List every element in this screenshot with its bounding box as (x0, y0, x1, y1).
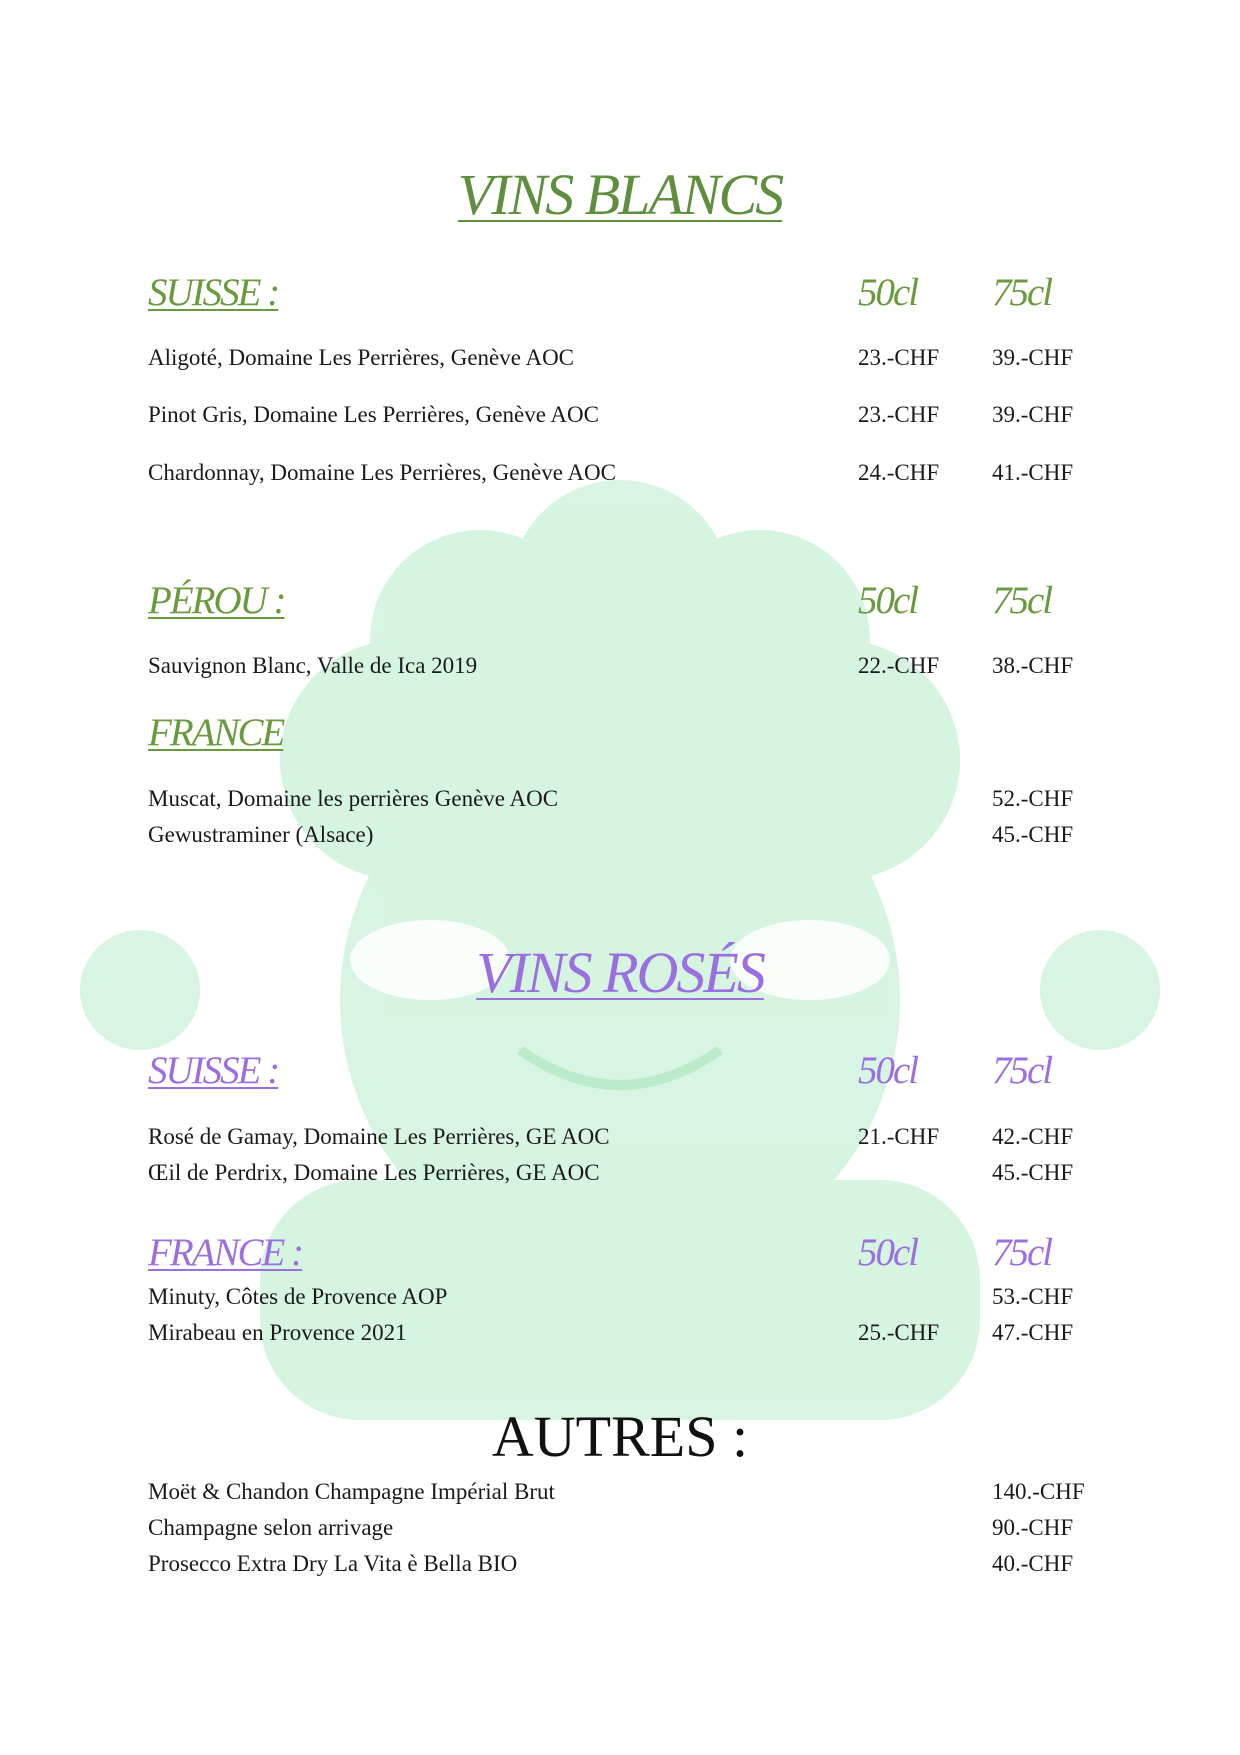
col-75cl-header: 75cl (992, 579, 1052, 622)
autres-title: AUTRES : (491, 1404, 749, 1469)
wine-row (148, 400, 1128, 430)
col-75cl-header: 75cl (992, 1231, 1052, 1274)
section-label: SUISSE : (148, 271, 279, 314)
section-label: FRANCE : (148, 1231, 303, 1274)
wine-row (148, 784, 1128, 814)
price-75cl: 47.-CHF (992, 1320, 1074, 1345)
wine-name: Minuty, Côtes de Provence AOP (148, 1284, 448, 1309)
price-50cl: 22.-CHF (858, 653, 940, 678)
wine-name: Aligoté, Domaine Les Perrières, Genève AOC (148, 345, 575, 370)
section-header-perou (148, 578, 1128, 624)
price: 90.-CHF (992, 1515, 1074, 1540)
section-header-france-roses (148, 1230, 1128, 1276)
wine-name: Pinot Gris, Domaine Les Perrières, Genève AOC (148, 402, 599, 427)
wine-row (148, 1549, 1128, 1579)
wine-name: Mirabeau en Provence 2021 (148, 1320, 407, 1345)
col-75cl-header: 75cl (992, 271, 1052, 314)
section-label: FRANCE (148, 711, 284, 754)
wine-name: Prosecco Extra Dry La Vita è Bella BIO (148, 1551, 518, 1576)
wine-name: Moët & Chandon Champagne Impérial Brut (148, 1479, 555, 1504)
wine-row (148, 1122, 1128, 1152)
col-50cl-header: 50cl (858, 579, 918, 622)
price-50cl: 24.-CHF (858, 460, 940, 485)
wine-row (148, 1318, 1128, 1348)
price: 140.-CHF (992, 1479, 1085, 1504)
price-75cl: 52.-CHF (992, 786, 1074, 811)
wine-row (148, 820, 1128, 850)
section-label: PÉROU : (148, 579, 285, 622)
wine-row (148, 1513, 1128, 1543)
wine-name: Œil de Perdrix, Domaine Les Perrières, GE AOC (148, 1160, 600, 1185)
price-75cl: 38.-CHF (992, 653, 1074, 678)
section-label: SUISSE : (148, 1049, 279, 1092)
wine-row (148, 1158, 1128, 1188)
price-50cl: 23.-CHF (858, 402, 940, 427)
col-50cl-header: 50cl (858, 1049, 918, 1092)
vins-blancs-title: VINS BLANCS (457, 162, 783, 227)
price-50cl: 21.-CHF (858, 1124, 940, 1149)
price-75cl: 39.-CHF (992, 345, 1074, 370)
wine-row (148, 1282, 1128, 1312)
vins-roses-title: VINS ROSÉS (476, 940, 764, 1005)
wine-name: Chardonnay, Domaine Les Perrières, Genève AOC (148, 460, 616, 485)
wine-row (148, 651, 1128, 681)
wine-name: Sauvignon Blanc, Valle de Ica 2019 (148, 653, 478, 678)
price-75cl: 39.-CHF (992, 402, 1074, 427)
section-header-france-blancs (148, 710, 1128, 756)
price-75cl: 41.-CHF (992, 460, 1074, 485)
price-50cl: 23.-CHF (858, 345, 940, 370)
col-50cl-header: 50cl (858, 271, 918, 314)
price-75cl: 53.-CHF (992, 1284, 1074, 1309)
wine-name: Gewustraminer (Alsace) (148, 822, 374, 847)
wine-name: Champagne selon arrivage (148, 1515, 394, 1540)
wine-row (148, 458, 1128, 488)
wine-row (148, 1477, 1128, 1507)
wine-name: Muscat, Domaine les perrières Genève AOC (148, 786, 559, 811)
wine-row (148, 343, 1128, 373)
section-header-suisse-roses (148, 1048, 1128, 1094)
wine-name: Rosé de Gamay, Domaine Les Perrières, GE AOC (148, 1124, 610, 1149)
price-75cl: 45.-CHF (992, 822, 1074, 847)
col-50cl-header: 50cl (858, 1231, 918, 1274)
section-header-suisse-blancs (148, 270, 1128, 316)
price-50cl: 25.-CHF (858, 1320, 940, 1345)
price-75cl: 45.-CHF (992, 1160, 1074, 1185)
price-75cl: 42.-CHF (992, 1124, 1074, 1149)
price: 40.-CHF (992, 1551, 1074, 1576)
col-75cl-header: 75cl (992, 1049, 1052, 1092)
